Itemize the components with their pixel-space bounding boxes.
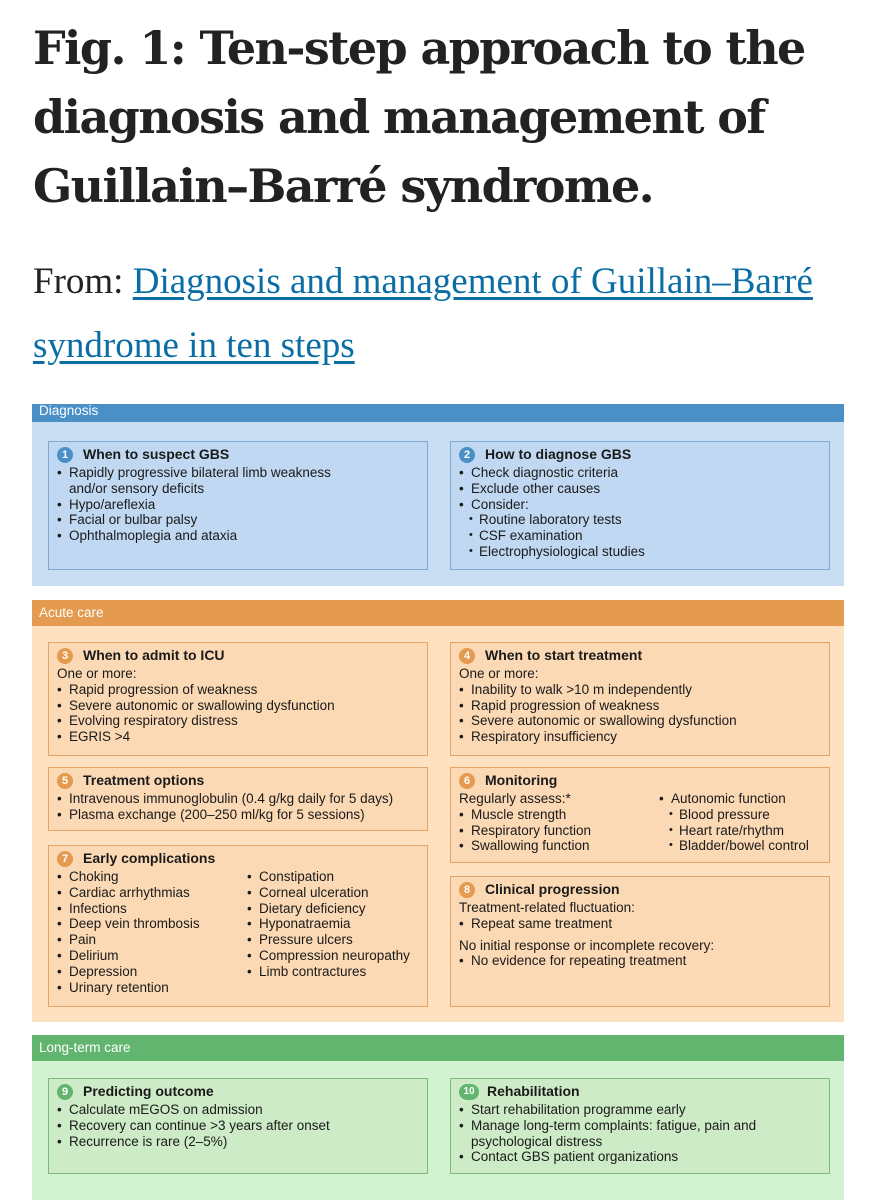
step-9-number-badge: 9 — [57, 1084, 73, 1100]
step-3-admit-icu-box — [48, 642, 428, 756]
long-term-care-section-label: Long-term care — [32, 1035, 844, 1061]
list-item: • Muscle strength — [459, 807, 659, 823]
list-item: • Plasma exchange (200–250 ml/kg for 5 sessions) — [57, 807, 419, 823]
step-6-title: Monitoring — [485, 772, 558, 789]
step-7-title: Early complications — [83, 850, 216, 867]
step-5-number-badge: 5 — [57, 773, 73, 789]
sub-list-item: • Heart rate/rhythm — [659, 823, 821, 839]
list-item: • Urinary retention — [57, 980, 247, 996]
list-item: • Cardiac arrhythmias — [57, 885, 247, 901]
list-item: • Respiratory insufficiency — [459, 729, 821, 745]
step-3-heading — [57, 648, 419, 664]
step-7-left-list — [57, 869, 247, 995]
step-6-right-list — [659, 791, 821, 854]
list-item: • Compression neuropathy — [247, 948, 419, 964]
list-item: • Rapidly progressive bilateral limb weakness — [57, 465, 419, 481]
step-4-title: When to start treatment — [485, 647, 643, 664]
step-8-list-1 — [459, 916, 821, 932]
list-item: • Repeat same treatment — [459, 916, 821, 932]
source-line — [33, 250, 853, 378]
list-item: • Exclude other causes — [459, 481, 821, 497]
list-item: • Delirium — [57, 948, 247, 964]
diagnosis-section — [32, 404, 844, 586]
step-4-lead: One or more: — [459, 666, 539, 681]
step-6-left-list — [459, 807, 659, 854]
step-4-heading — [459, 648, 821, 664]
step-8-heading — [459, 882, 821, 898]
from-label: From: — [33, 261, 133, 302]
list-item: • Recurrence is rare (2–5%) — [57, 1134, 419, 1150]
step-6-lead: Regularly assess:* — [459, 791, 571, 806]
step-1-list — [57, 465, 419, 544]
step-8-number-badge: 8 — [459, 882, 475, 898]
list-item: • Infections — [57, 901, 247, 917]
step-2-how-to-diagnose-box — [450, 441, 830, 570]
list-item: • Manage long-term complaints: fatigue, pain and psychological distress — [459, 1118, 821, 1150]
sub-list-item: • Electrophysiological studies — [459, 544, 821, 560]
step-8-lead-1: Treatment-related fluctuation: — [459, 900, 635, 915]
step-4-list — [459, 682, 821, 745]
sub-list-item: • Bladder/bowel control — [659, 838, 821, 854]
step-2-title: How to diagnose GBS — [485, 446, 632, 463]
step-4-number-badge: 4 — [459, 648, 475, 664]
sub-list-item: • Routine laboratory tests — [459, 512, 821, 528]
list-item: • Depression — [57, 964, 247, 980]
list-item: • Consider: — [459, 497, 821, 513]
list-item: • Start rehabilitation programme early — [459, 1102, 821, 1118]
step-5-title: Treatment options — [83, 772, 205, 789]
list-item: • Constipation — [247, 869, 419, 885]
step-6-columns — [459, 791, 821, 854]
list-item: • Contact GBS patient organizations — [459, 1149, 821, 1165]
list-item: • Corneal ulceration — [247, 885, 419, 901]
list-item: • Limb contractures — [247, 964, 419, 980]
step-9-predicting-outcome-box — [48, 1078, 428, 1174]
list-item: • Inability to walk >10 m independently — [459, 682, 821, 698]
step-2-heading — [459, 447, 821, 463]
step-5-treatment-options-box — [48, 767, 428, 831]
list-item: • Deep vein thrombosis — [57, 916, 247, 932]
list-item: • Ophthalmoplegia and ataxia — [57, 528, 419, 544]
list-item: • Severe autonomic or swallowing dysfunction — [459, 713, 821, 729]
list-item: • Calculate mEGOS on admission — [57, 1102, 419, 1118]
list-item: • Dietary deficiency — [247, 901, 419, 917]
list-item: • Evolving respiratory distress — [57, 713, 419, 729]
step-7-heading — [57, 851, 419, 867]
step-6-right-column — [659, 791, 821, 854]
step-8-list-2 — [459, 953, 821, 969]
sub-list-item: • Blood pressure — [659, 807, 821, 823]
list-item: • Respiratory function — [459, 823, 659, 839]
step-6-monitoring-box — [450, 767, 830, 863]
list-item: • Hyponatraemia — [247, 916, 419, 932]
step-1-title: When to suspect GBS — [83, 446, 230, 463]
step-6-left-column — [459, 791, 659, 854]
step-4-start-treatment-box — [450, 642, 830, 756]
list-item: • Check diagnostic criteria — [459, 465, 821, 481]
list-item: • No evidence for repeating treatment — [459, 953, 821, 969]
step-1-when-to-suspect-box — [48, 441, 428, 570]
acute-care-section-label: Acute care — [32, 600, 844, 626]
step-10-title: Rehabilitation — [487, 1083, 580, 1100]
list-item: • Hypo/areflexia — [57, 497, 419, 513]
step-6-heading — [459, 773, 821, 789]
step-1-number-badge: 1 — [57, 447, 73, 463]
acute-care-section — [32, 600, 844, 1022]
step-5-heading — [57, 773, 419, 789]
list-item: • Recovery can continue >3 years after onset — [57, 1118, 419, 1134]
source-article-link[interactable]: Diagnosis and management of Guillain–Barré syndrome in ten steps — [33, 261, 813, 366]
list-item: • Swallowing function — [459, 838, 659, 854]
step-3-lead: One or more: — [57, 666, 137, 681]
step-3-list — [57, 682, 419, 745]
step-8-clinical-progression-box — [450, 876, 830, 1007]
step-5-list — [57, 791, 419, 823]
sub-list-item: • CSF examination — [459, 528, 821, 544]
list-item: • Facial or bulbar palsy — [57, 512, 419, 528]
step-6-number-badge: 6 — [459, 773, 475, 789]
list-item: • Pain — [57, 932, 247, 948]
list-item: • Choking — [57, 869, 247, 885]
diagnosis-section-label: Diagnosis — [32, 404, 844, 422]
step-9-list — [57, 1102, 419, 1149]
step-7-early-complications-box — [48, 845, 428, 1007]
step-3-number-badge: 3 — [57, 648, 73, 664]
step-1-heading — [57, 447, 419, 463]
step-8-lead-2: No initial response or incomplete recovery: — [459, 937, 715, 953]
step-3-title: When to admit to ICU — [83, 647, 225, 664]
step-2-list — [459, 465, 821, 560]
step-9-heading — [57, 1084, 419, 1100]
list-item: • Rapid progression of weakness — [57, 682, 419, 698]
list-item: • Rapid progression of weakness — [459, 698, 821, 714]
step-8-title: Clinical progression — [485, 881, 620, 898]
list-item: • Pressure ulcers — [247, 932, 419, 948]
step-7-number-badge: 7 — [57, 851, 73, 867]
list-item-continuation: and/or sensory deficits — [69, 480, 205, 496]
step-10-rehabilitation-box — [450, 1078, 830, 1174]
gbs-ten-step-figure — [32, 404, 844, 1200]
step-7-right-list — [247, 869, 419, 995]
list-item: • EGRIS >4 — [57, 729, 419, 745]
step-10-number-badge: 10 — [459, 1084, 479, 1100]
step-2-number-badge: 2 — [459, 447, 475, 463]
list-item: • Autonomic function — [659, 791, 821, 807]
step-10-list — [459, 1102, 821, 1165]
figure-title: Fig. 1: Ten-step approach to the diagnosis and management of Guillain–Barré syndrome. — [33, 21, 805, 213]
step-9-title: Predicting outcome — [83, 1083, 214, 1100]
long-term-care-section — [32, 1035, 844, 1200]
list-item: • Severe autonomic or swallowing dysfunction — [57, 698, 419, 714]
step-7-columns — [57, 869, 419, 995]
list-item: • Intravenous immunoglobulin (0.4 g/kg daily for 5 days) — [57, 791, 419, 807]
step-10-heading — [459, 1084, 821, 1100]
